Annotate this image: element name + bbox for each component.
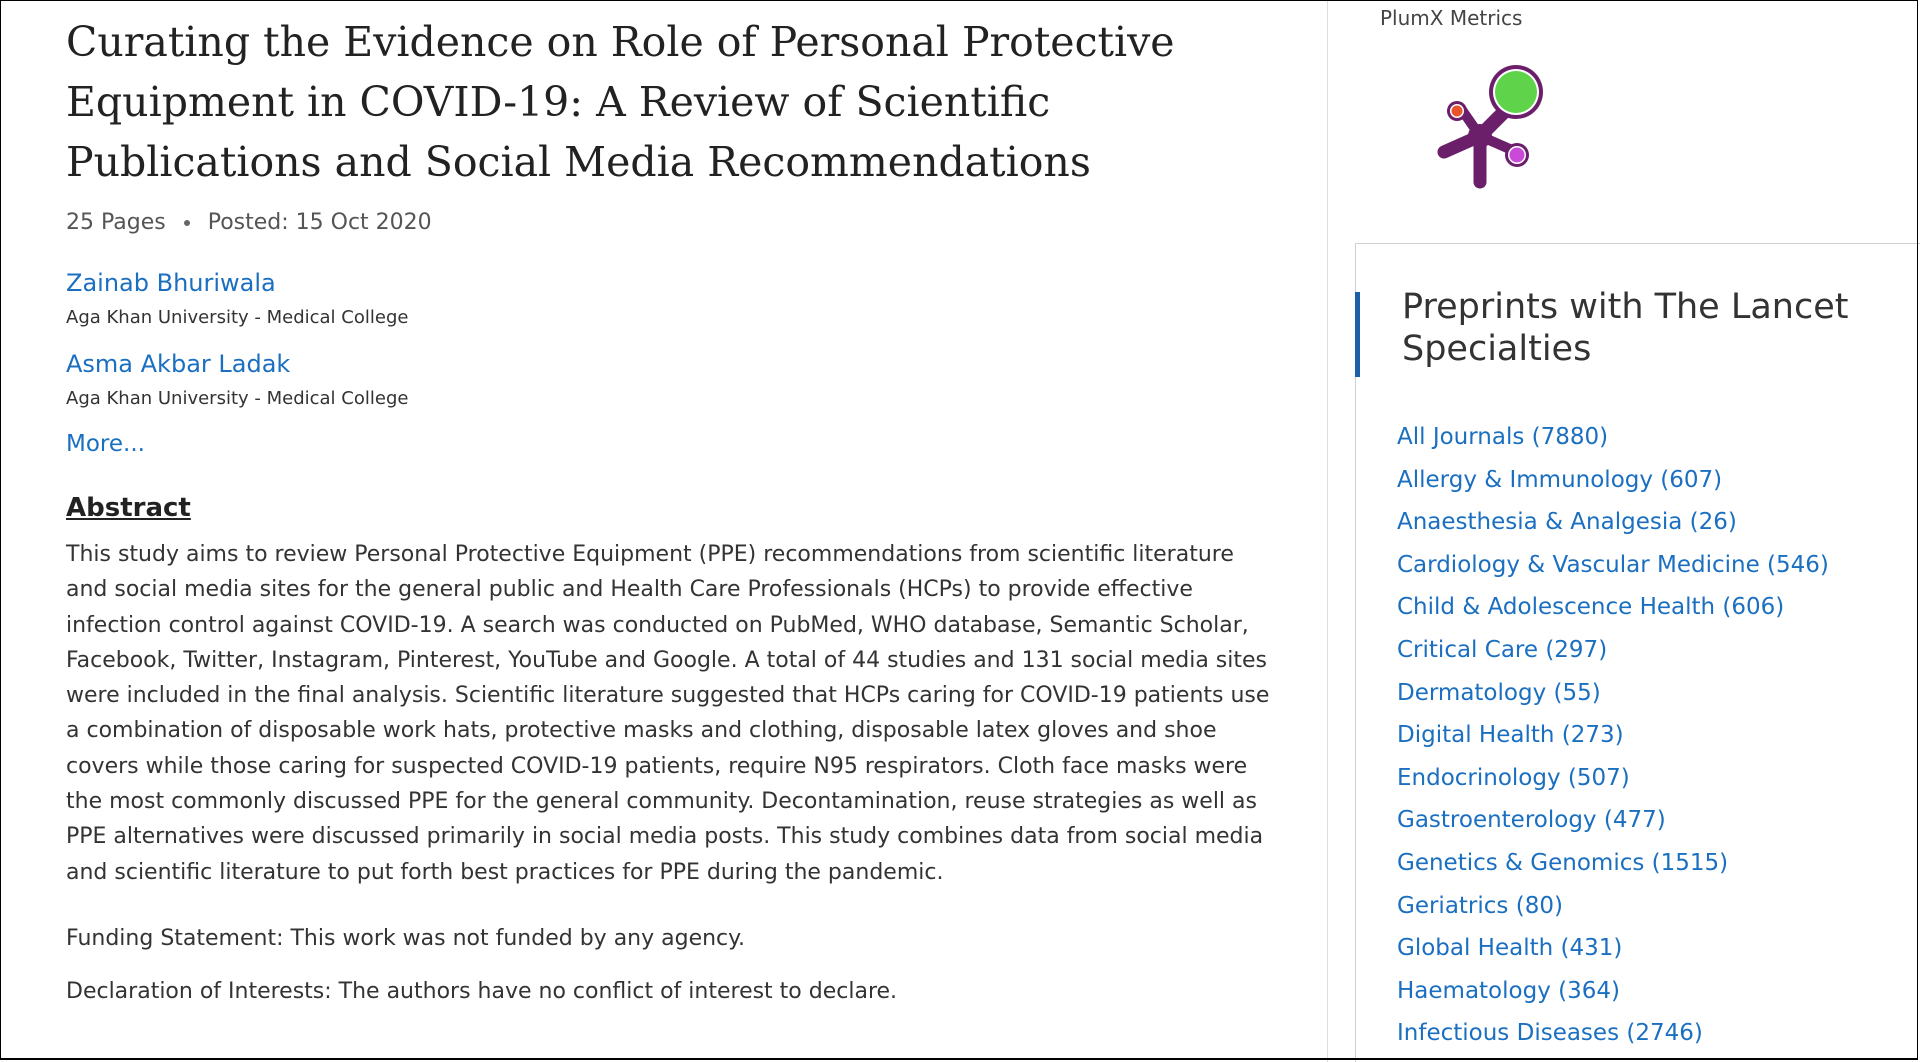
abstract-line: Facebook, Twitter, Instagram, Pinterest, YouTube and Google. A total of 44 studies and 131 social media sites — [66, 647, 1267, 673]
list-item — [1397, 502, 1829, 545]
sidebar-title-line: Specialties — [1402, 329, 1592, 369]
abstract-line: were included in the final analysis. Scientific literature suggested that HCPs caring for COVID-19 patients use — [66, 683, 1270, 709]
journal-link-all-journals[interactable]: All Journals (7880) — [1397, 424, 1609, 450]
list-item — [1397, 460, 1829, 503]
funding-statement: Funding Statement: This work was not funded by any agency. — [66, 925, 746, 951]
list-item — [1397, 630, 1829, 673]
abstract-line: and social media sites for the general public and Health Care Professionals (HCPs) to provide effective — [66, 577, 1193, 603]
journal-link-child-adolescence-health[interactable]: Child & Adolescence Health (606) — [1397, 594, 1785, 621]
paper-main-column — [66, 12, 1270, 1004]
list-item — [1397, 417, 1829, 460]
list-item — [1397, 971, 1829, 1014]
paper-title-line: Curating the Evidence on Role of Personal Protective — [66, 18, 1175, 66]
journal-link-allergy-immunology[interactable]: Allergy & Immunology (607) — [1397, 466, 1723, 493]
list-item — [1397, 800, 1829, 843]
list-item — [1397, 587, 1829, 630]
list-item — [1397, 715, 1829, 758]
list-item — [1397, 928, 1829, 971]
abstract-line: a combination of disposable work hats, protective masks and clothing, disposable latex gloves and shoe — [66, 718, 1217, 744]
abstract-line: the most commonly discussed PPE for the general community. Decontamination, reuse strategies as well as — [66, 789, 1257, 815]
list-item — [1397, 886, 1829, 929]
journal-link-genetics-genomics[interactable]: Genetics & Genomics (1515) — [1397, 849, 1729, 876]
page-count: 25 Pages — [66, 210, 166, 235]
list-item — [1397, 673, 1829, 716]
paper-title-line: Publications and Social Media Recommendations — [66, 138, 1091, 186]
plumx-red-dot — [1452, 106, 1463, 117]
paper-title — [66, 12, 1266, 192]
declaration-of-interests: Declaration of Interests: The authors have no conflict of interest to declare. — [66, 978, 898, 1004]
journal-link-critical-care[interactable]: Critical Care (297) — [1397, 636, 1608, 663]
sidebar-title-line: Preprints with The Lancet — [1402, 287, 1849, 327]
abstract-line: covers while those caring for suspected COVID-19 patients, require N95 respirators. Cloth face masks were — [66, 753, 1248, 779]
bullet-separator — [184, 220, 190, 226]
sidebar-title — [1402, 286, 1848, 370]
journal-list — [1397, 417, 1829, 1056]
paper-title-line: Equipment in COVID-19: A Review of Scientific — [66, 78, 1051, 126]
journal-link-haematology[interactable]: Haematology (364) — [1397, 977, 1620, 1004]
list-item — [1397, 545, 1829, 588]
more-authors-link[interactable]: More... — [66, 431, 145, 457]
plumx-metrics-icon[interactable] — [1420, 58, 1560, 198]
posted-date: Posted: 15 Oct 2020 — [207, 210, 432, 235]
author-link-2[interactable]: Asma Akbar Ladak — [66, 350, 291, 378]
journal-link-endocrinology[interactable]: Endocrinology (507) — [1397, 764, 1630, 791]
column-divider — [1327, 0, 1328, 1062]
journal-link-anaesthesia-analgesia[interactable]: Anaesthesia & Analgesia (26) — [1397, 509, 1737, 536]
abstract-line: infection control against COVID-19. A search was conducted on PubMed, WHO database, Semantic Scholar, — [66, 612, 1249, 638]
journal-link-geriatrics[interactable]: Geriatrics (80) — [1397, 892, 1563, 919]
author-affiliation-2: Aga Khan University - Medical College — [66, 388, 409, 409]
journal-link-digital-health[interactable]: Digital Health (273) — [1397, 722, 1624, 749]
abstract-heading: Abstract — [66, 493, 191, 523]
journal-link-infectious-diseases[interactable]: Infectious Diseases (2746) — [1397, 1020, 1703, 1047]
list-item — [1397, 758, 1829, 801]
journal-link-gastroenterology[interactable]: Gastroenterology (477) — [1397, 807, 1666, 834]
plumx-magenta-dot — [1510, 148, 1525, 163]
journal-link-global-health[interactable]: Global Health (431) — [1397, 935, 1623, 962]
abstract-text — [66, 537, 1270, 890]
author-link-1[interactable]: Zainab Bhuriwala — [66, 269, 276, 297]
plumx-metrics-label: PlumX Metrics — [1380, 6, 1523, 30]
list-item — [1397, 1013, 1829, 1056]
author-affiliation-1: Aga Khan University - Medical College — [66, 307, 409, 328]
plumx-green-dot — [1495, 71, 1537, 113]
journal-link-dermatology[interactable]: Dermatology (55) — [1397, 679, 1601, 706]
abstract-line: PPE alternatives were discussed primarily in social media posts. This study combines data from social media — [66, 824, 1264, 850]
abstract-line: and scientific literature to put forth best practices for PPE during the pandemic. — [66, 859, 944, 885]
abstract-line: This study aims to review Personal Protective Equipment (PPE) recommendations from scientific literature — [66, 542, 1234, 567]
journal-link-cardiology[interactable]: Cardiology & Vascular Medicine (546) — [1397, 551, 1829, 578]
sidebar-accent-bar — [1355, 292, 1360, 377]
list-item — [1397, 843, 1829, 886]
paper-meta — [66, 210, 1266, 235]
